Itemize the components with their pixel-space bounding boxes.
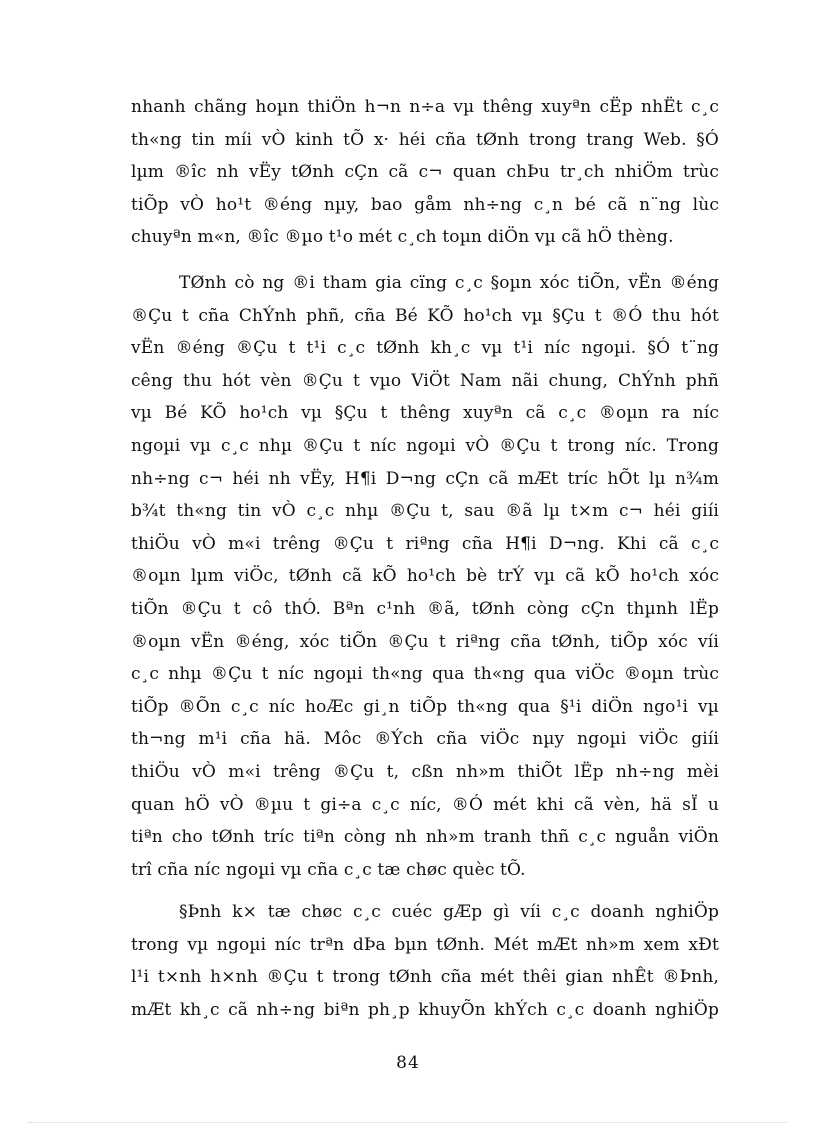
- paragraph-line: ngoµi vµ c¸c nhµ ®Çu t níc ngoµi vÒ ®Çu t trong níc. Trong: [131, 435, 719, 456]
- paragraph-line: th¬ng m¹i cña hä. Môc ®Ých cña viÖc nµy ngoµi viÖc giíi: [131, 729, 719, 750]
- paragraph-3: [131, 896, 719, 1026]
- paragraph-line: quan hÖ vÒ ®µu t gi÷a c¸c níc, ®Ó mét khi cã vèn, hä sÏ u: [131, 794, 719, 815]
- paragraph-line: mÆt kh¸c cã nh÷ng biªn ph¸p khuyÕn khÝch c¸c doanh nghiÖp: [131, 999, 719, 1020]
- paragraph-line: ®Çu t cña ChÝnh phñ, cña Bé KÕ ho¹ch vµ §Çu t ®Ó thu hót: [131, 305, 719, 326]
- paragraph-line: tiÕp vÒ ho¹t ®éng nµy, bao gåm nh÷ng c¸n bé cã n¨ng lùc: [131, 194, 719, 215]
- paragraph-line: thiÖu vÒ m«i trêng ®Çu t riªng cña H¶i D¬ng. Khi cã c¸c: [131, 533, 719, 554]
- paragraph-line: vµ Bé KÕ ho¹ch vµ §Çu t thêng xuyªn cã c¸c ®oµn ra níc: [131, 403, 719, 424]
- paragraph-line: nhanh chãng hoµn thiÖn h¬n n÷a vµ thêng xuyªn cËp nhËt c¸c: [131, 97, 719, 117]
- paragraph-line: tiªn cho tØnh tríc tiªn còng nh nh»m tranh thñ c¸c nguån viÖn: [131, 827, 719, 848]
- paragraph-line: TØnh cò ng ®i tham gia cïng c¸c §oµn xóc tiÕn, vËn ®éng: [179, 273, 719, 293]
- paragraph-line: tiÕp ®Õn c¸c níc hoÆc gi¸n tiÕp th«ng qua §¹i diÖn ngo¹i vµ: [131, 696, 719, 717]
- paragraph-line: lµm ®îc nh vËy tØnh cÇn cã c¬ quan chÞu tr¸ch nhiÖm trùc: [131, 162, 719, 183]
- paragraph-line: trong vµ ngoµi níc trªn dÞa bµn tØnh. Mét mÆt nh»m xem xÐt: [131, 934, 719, 955]
- paragraph-line: trî cña níc ngoµi vµ cña c¸c tæ chøc quèc tÕ.: [131, 859, 526, 880]
- paragraph-line: thiÖu vÒ m«i trêng ®Çu t, cßn nh»m thiÕt lËp nh÷ng mèi: [131, 761, 719, 782]
- paragraph-line: tiÕn ®Çu t cô thÓ. Bªn c¹nh ®ã, tØnh còng cÇn thµnh lËp: [131, 598, 719, 619]
- paragraph-1: [131, 91, 719, 254]
- paragraph-line: cêng thu hót vèn ®Çu t vµo ViÖt Nam nãi chung, ChÝnh phñ: [131, 370, 719, 391]
- paragraph-line: chuyªn m«n, ®îc ®µo t¹o mét c¸ch toµn diÖn vµ cã hÖ thèng.: [131, 227, 674, 248]
- paragraph-line: §Þnh k× tæ chøc c¸c cuéc gÆp gì víi c¸c doanh nghiÖp: [179, 902, 719, 922]
- paragraph-line: nh÷ng c¬ héi nh vËy, H¶i D¬ng cÇn cã mÆt tríc hÕt lµ n¾m: [131, 468, 719, 489]
- paragraph-line: c¸c nhµ ®Çu t níc ngoµi th«ng qua th«ng qua viÖc ®oµn trùc: [131, 664, 719, 685]
- paragraph-line: b¾t th«ng tin vÒ c¸c nhµ ®Çu t, sau ®ã lµ t×m c¬ héi giíi: [131, 501, 719, 522]
- paragraph-line: ®oµn vËn ®éng, xóc tiÕn ®Çu t riªng cña tØnh, tiÕp xóc víi: [131, 631, 719, 652]
- paragraph-line: l¹i t×nh h×nh ®Çu t trong tØnh cña mét thêi gian nhÊt ®Þnh,: [131, 967, 719, 988]
- page-number: 84: [396, 1053, 420, 1073]
- paragraph-2: [131, 267, 719, 886]
- paragraph-line: vËn ®éng ®Çu t t¹i c¸c tØnh kh¸c vµ t¹i níc ngoµi. §Ó t¨ng: [131, 338, 719, 359]
- paragraph-line: ®oµn lµm viÖc, tØnh cã kÕ ho¹ch bè trÝ vµ cã kÕ ho¹ch xóc: [131, 566, 719, 587]
- paragraph-line: th«ng tin míi vÒ kinh tÕ x· héi cña tØnh trong trang Web. §Ó: [131, 129, 719, 150]
